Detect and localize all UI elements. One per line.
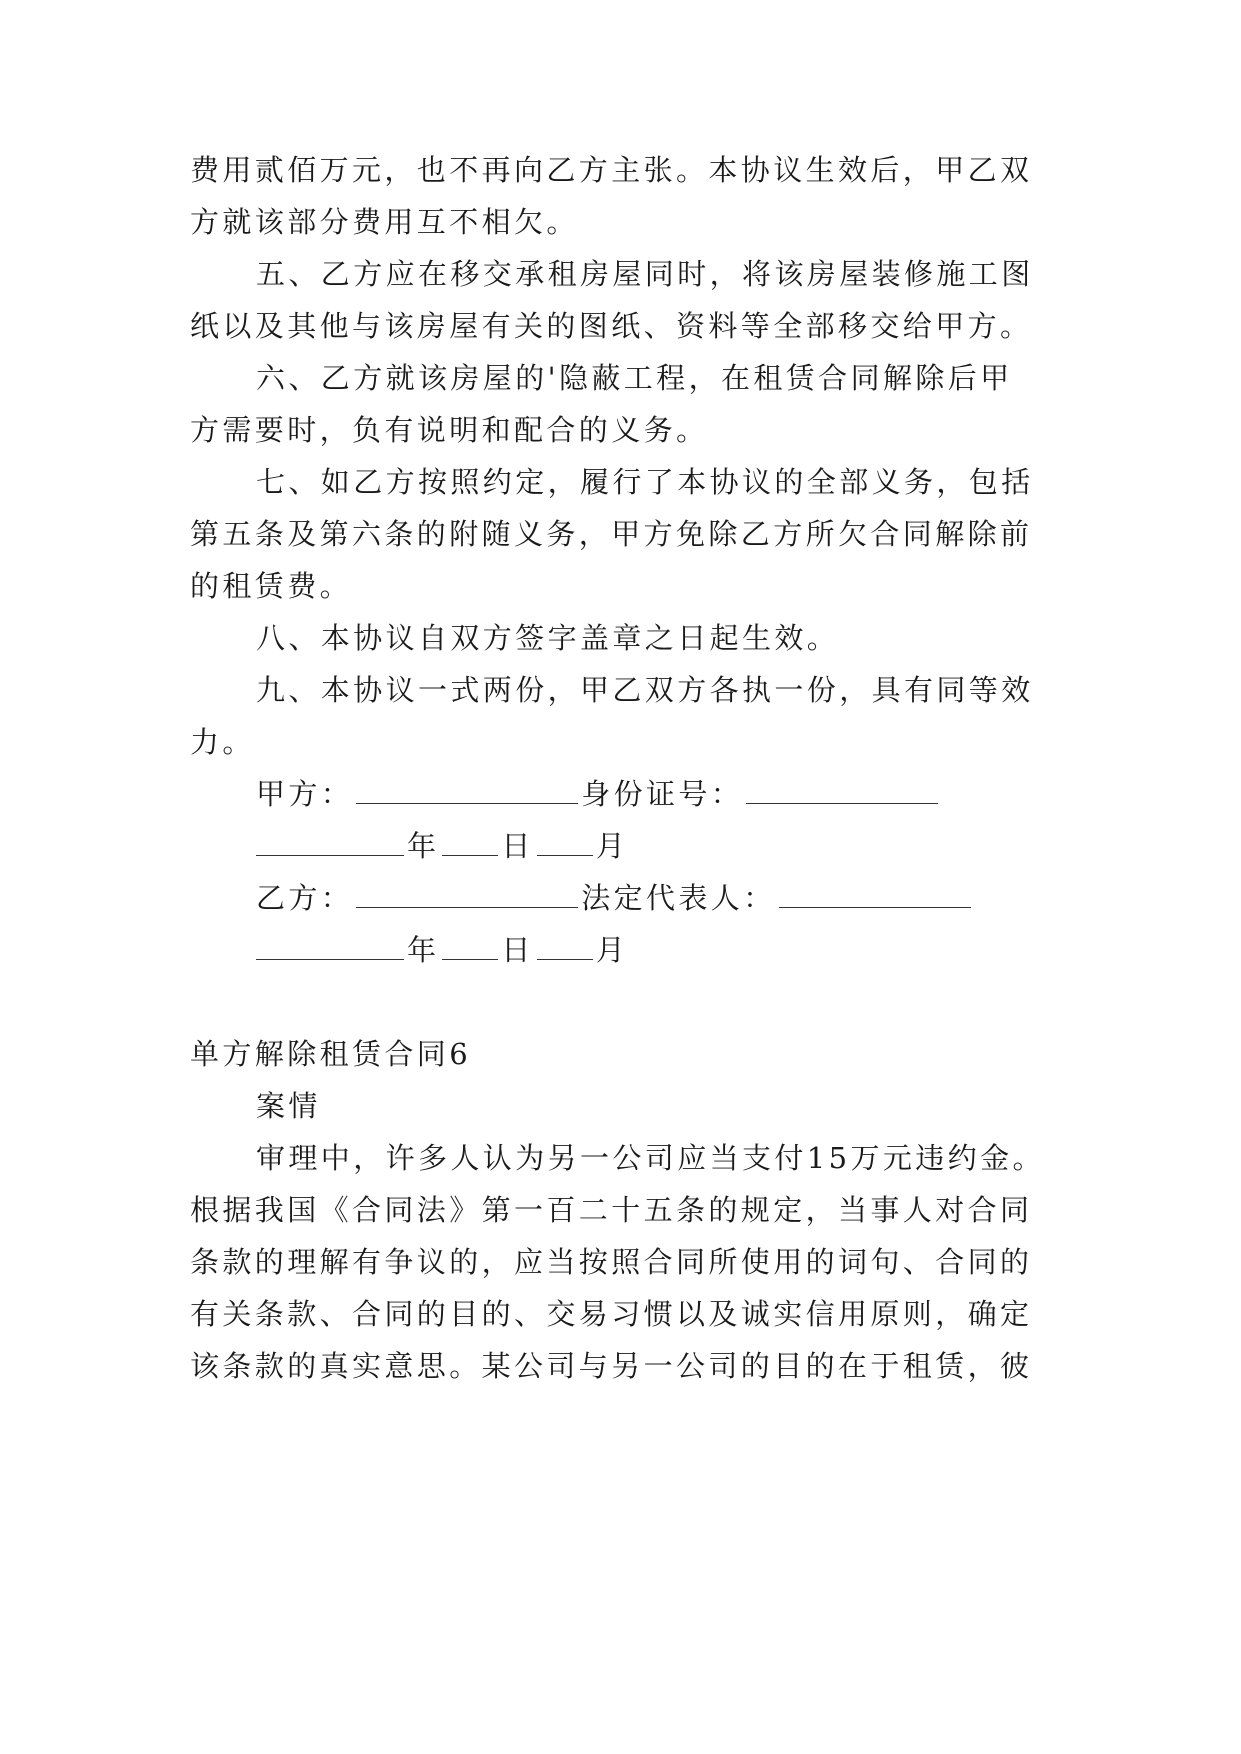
text-line: 五、乙方应在移交承租房屋同时，将该房屋装修施工图 bbox=[256, 257, 1034, 291]
party-b-date-line bbox=[256, 930, 628, 970]
text-line: 费用贰佰万元，也不再向乙方主张。本协议生效后，甲乙双 bbox=[190, 153, 1033, 187]
year-blank[interactable] bbox=[256, 935, 404, 960]
day-label: 日 bbox=[501, 933, 534, 967]
party-a-label: 甲方： bbox=[256, 777, 354, 811]
text-line: 第五条及第六条的附随义务，甲方免除乙方所欠合同解除前 bbox=[190, 517, 1033, 551]
day-blank[interactable] bbox=[442, 831, 498, 856]
section-subheading: 案情 bbox=[256, 1089, 321, 1123]
text-line: 条款的理解有争议的，应当按照合同所使用的词句、合同的 bbox=[190, 1245, 1033, 1279]
party-a-date-line bbox=[256, 826, 628, 866]
party-b-line bbox=[256, 878, 974, 918]
year-label: 年 bbox=[407, 933, 440, 967]
text-line: 六、乙方就该房屋的'隐蔽工程，在租赁合同解除后甲 bbox=[256, 361, 1013, 395]
text-line: 方就该部分费用互不相欠。 bbox=[190, 205, 579, 239]
text-line: 八、本协议自双方签字盖章之日起生效。 bbox=[256, 621, 840, 655]
party-b-label: 乙方： bbox=[256, 881, 354, 915]
section-title: 单方解除租赁合同6 bbox=[190, 1037, 472, 1071]
text-line: 有关条款、合同的目的、交易习惯以及诚实信用原则，确定 bbox=[190, 1297, 1033, 1331]
text-line: 方需要时，负有说明和配合的义务。 bbox=[190, 413, 709, 447]
year-label: 年 bbox=[407, 829, 440, 863]
day-blank[interactable] bbox=[442, 935, 498, 960]
text-line: 七、如乙方按照约定，履行了本协议的全部义务，包括 bbox=[256, 465, 1034, 499]
text-line: 力。 bbox=[190, 725, 255, 759]
year-blank[interactable] bbox=[256, 831, 404, 856]
day-label: 日 bbox=[501, 829, 534, 863]
party-b-rep-blank[interactable] bbox=[779, 883, 971, 908]
month-blank[interactable] bbox=[537, 831, 593, 856]
party-a-blank[interactable] bbox=[356, 779, 578, 804]
month-label: 月 bbox=[595, 829, 629, 863]
text-line: 纸以及其他与该房屋有关的图纸、资料等全部移交给甲方。 bbox=[190, 309, 1033, 343]
party-a-line bbox=[256, 774, 941, 814]
text-line: 九、本协议一式两份，甲乙双方各执一份，具有同等效 bbox=[256, 673, 1034, 707]
party-a-id-blank[interactable] bbox=[746, 779, 938, 804]
party-b-blank[interactable] bbox=[356, 883, 578, 908]
month-blank[interactable] bbox=[537, 935, 593, 960]
party-b-rep-label: 法定代表人： bbox=[581, 881, 776, 915]
text-line: 该条款的真实意思。某公司与另一公司的目的在于租赁，彼 bbox=[190, 1349, 1033, 1383]
text-line: 审理中，许多人认为另一公司应当支付15万元违约金。 bbox=[256, 1141, 1045, 1175]
party-a-id-label: 身份证号： bbox=[581, 777, 744, 811]
text-line: 根据我国《合同法》第一百二十五条的规定，当事人对合同 bbox=[190, 1193, 1033, 1227]
text-line: 的租赁费。 bbox=[190, 569, 353, 603]
month-label: 月 bbox=[595, 933, 629, 967]
